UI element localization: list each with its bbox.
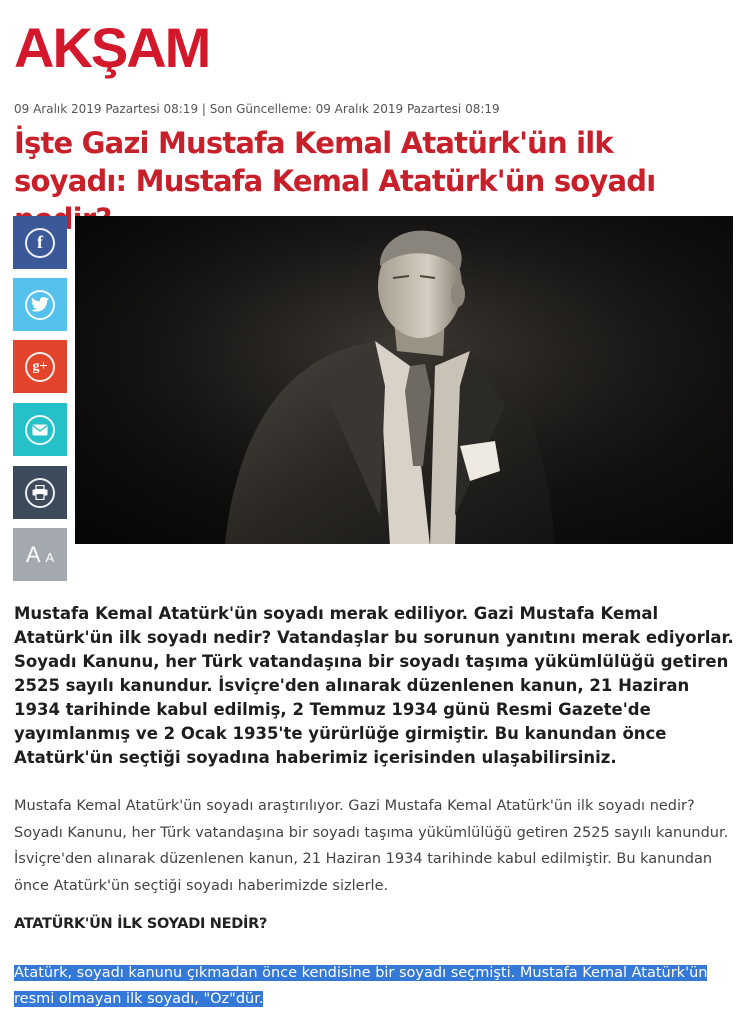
facebook-icon: f	[25, 228, 55, 258]
article-paragraph: Mustafa Kemal Atatürk'ün soyadı araştırılıyor. Gazi Mustafa Kemal Atatürk'ün ilk soyadı nedir? Soyadı Kanunu, her Türk vatandaşına bir soyadı taşıma yükümlülüğü getiren 2525 sayılı kanundur. İsviçre'den alınarak düzenlenen kanun, 21 Haziran 1934 tarihinde kabul edilmiştir. Bu kanundan önce Atatürk'ün seçtiği soyadı haberimizde sizlerle.	[14, 798, 729, 894]
article-lead: Mustafa Kemal Atatürk'ün soyadı merak ediliyor. Gazi Mustafa Kemal Atatürk'ün ilk soyadı nedir? Vatandaşlar bu sorunun yanıtını merak ediyorlar. Soyadı Kanunu, her Türk vatandaşına bir soyadı taşıma yükümlülüğü getiren 2525 sayılı kanundur. İsviçre'den alınarak düzenlenen kanun, 21 Haziran 1934 tarihinde kabul edilmiş, 2 Temmuz 1934 günü Resmi Gazete'de yayımlanmış ve 2 Ocak 1935'te yürürlüğe girmiştir. Bu kanundan önce Atatürk'ün seçtiği soyadına haberimiz içerisinden ulaşabilirsiniz.	[14, 604, 734, 767]
google-plus-icon: g+	[25, 352, 55, 382]
article-image	[75, 216, 733, 544]
highlighted-paragraph	[14, 960, 742, 1012]
selected-text: Atatürk, soyadı kanunu çıkmadan önce kendisine bir soyadı seçmişti. Mustafa Kemal Atatürk'ün resmi olmayan ilk soyadı, "Öz"dür.	[14, 965, 708, 1007]
print-icon	[25, 478, 55, 508]
twitter-icon	[25, 290, 55, 320]
site-logo[interactable]: AKŞAM	[14, 16, 210, 79]
article-date-meta: 09 Aralık 2019 Pazartesi 08:19 | Son Güncelleme: 09 Aralık 2019 Pazartesi 08:19	[14, 102, 500, 116]
email-icon	[25, 415, 55, 445]
google-plus-share-button[interactable]	[13, 340, 67, 393]
facebook-share-button[interactable]	[13, 216, 67, 269]
section-heading: ATATÜRK'ÜN İLK SOYADI NEDİR?	[14, 916, 268, 932]
email-share-button[interactable]	[13, 403, 67, 456]
article-title: İşte Gazi Mustafa Kemal Atatürk'ün ilk soyadı: Mustafa Kemal Atatürk'ün soyadı	[14, 126, 656, 198]
portrait-illustration	[75, 216, 733, 544]
print-button[interactable]	[13, 466, 67, 519]
font-size-decrease[interactable]: A	[45, 550, 55, 565]
twitter-share-button[interactable]	[13, 278, 67, 331]
font-size-toggle[interactable]	[13, 528, 67, 581]
font-size-increase[interactable]: A	[25, 541, 41, 567]
